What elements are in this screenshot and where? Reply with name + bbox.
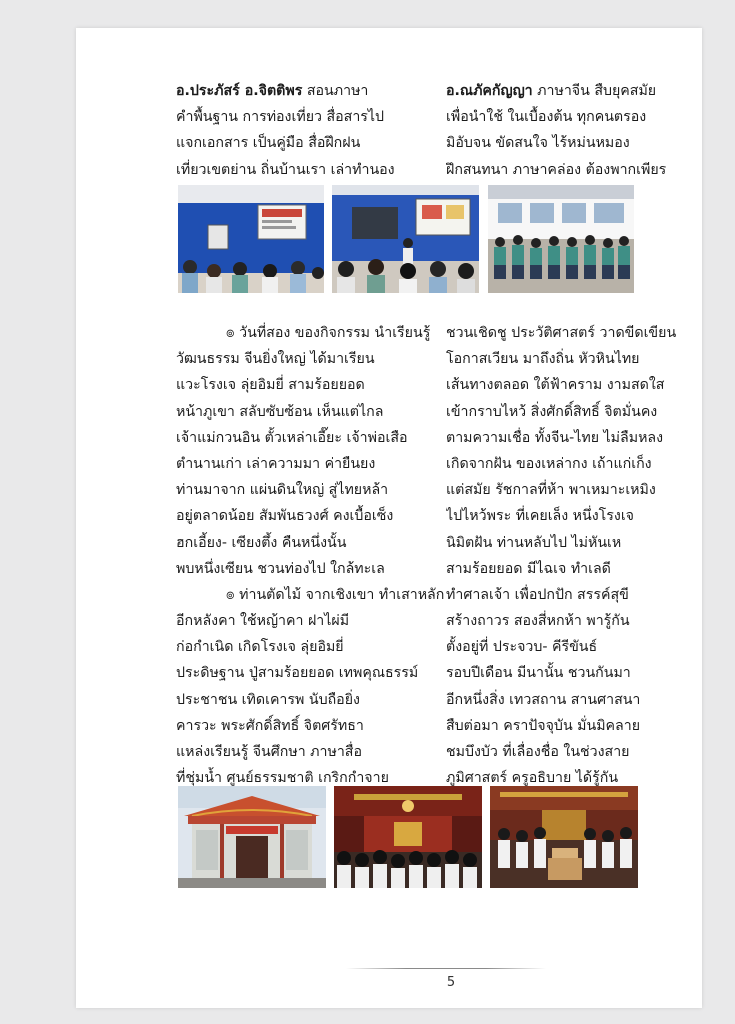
- stanza-line: เที่ยวเขตย่าน ถิ่นบ้านเรา เล่าทำนอง: [176, 161, 395, 178]
- stanza-line: เข้ากราบไหว้ สิ่งศักดิ์สิทธิ์ จิตมั่นคง: [446, 403, 658, 420]
- stanza-line: แวะโรงเจ ลุ่ยอิมยี่ สามร้อยยอด: [176, 377, 365, 394]
- poem-right-column: [446, 320, 676, 791]
- stanza-line: แต่สมัย รัชกาลที่ห้า พาเหมาะเหมิง: [446, 482, 656, 499]
- stanza-line: อ.ประภัสร์ อ.จิตติพร สอนภาษา: [176, 83, 369, 99]
- shrine-interior-photo-2: [490, 786, 638, 888]
- stanza-line: รอบปีเดือน มีนานั้น ชวนกันมา: [446, 665, 631, 682]
- stanza-line: โอกาสเวียน มาถึงถิ่น หัวหินไทย: [446, 351, 640, 368]
- stanza-line: ท่านมาจาก แผ่นดินใหญ่ สู่ไทยหล้า: [176, 482, 389, 499]
- stanza-line: อยู่ตลาดน้อย สัมพันธวงศ์ คงเบื้อเซ็ง: [176, 508, 394, 525]
- stanza-line: เพื่อนำใช้ ในเบื้องต้น ทุกคนตรอง: [446, 109, 647, 126]
- stanza-line: นิมิตฝัน ท่านหลับไป ไม่หันเห: [446, 534, 622, 551]
- footer-divider: [346, 968, 546, 969]
- stanza-line: แจกเอกสาร เป็นคู่มือ สื่อฝึกฝน: [176, 135, 361, 152]
- page-number: 5: [446, 975, 456, 990]
- stanza-line: อีกหนึ่งสิ่ง เทวสถาน สานศาสนา: [446, 691, 641, 708]
- teacher-name: อ.ประภัสร์ อ.จิตติพร: [176, 83, 303, 99]
- stanza-line: มิอับจน ขัดสนใจ ไร้หม่นหมอง: [446, 135, 630, 152]
- stanza-line: ประดิษฐาน ปู่สามร้อยยอด เทพคุณธรรม์: [176, 665, 419, 682]
- stanza-line: ก่อกำเนิด เกิดโรงเจ ลุ่ยอิมยี่: [176, 639, 344, 656]
- stanza-line: ๏ ท่านตัดไม้ จากเชิงเขา ทำเสาหลัก: [226, 586, 445, 603]
- stanza-line: คารวะ พระศักดิ์สิทธิ์ จิตศรัทธา: [176, 717, 364, 734]
- stanza-line: ไปไหว้พระ ที่เคยเล็ง หนึ่งโรงเจ: [446, 508, 634, 525]
- stanza-line: ตามความเชื่อ ทั้งจีน-ไทย ไม่ลืมหลง: [446, 429, 664, 446]
- shrine-exterior-photo: [178, 786, 326, 888]
- stanza-line: ตำนานเก่า เล่าความมา ค่ายืนยง: [176, 455, 376, 472]
- teacher-name: อ.ณภัคกัญญา: [446, 83, 533, 99]
- stanza-line: ภูมิศาสตร์ ครูอธิบาย ได้รู้กัน: [446, 770, 619, 787]
- top-right-stanza: [446, 78, 666, 183]
- stanza-line: เจ้าแม่กวนอิน ตั้วเหล่าเอี๊ยะ เจ้าพ่อเสือ: [176, 429, 408, 446]
- stanza-line: เกิดจากฝัน ของเหล่ากง เถ้าแก่เก็ง: [446, 455, 652, 472]
- stanza-line: ชวนเชิดชู ประวัติศาสตร์ วาดขีดเขียน: [446, 325, 677, 341]
- top-left-stanza: [176, 78, 395, 183]
- stanza-line: เส้นทางตลอด ใต้ฟ้าคราม งามสดใส: [446, 377, 665, 394]
- poem-left-column: [176, 320, 444, 791]
- stanza-line: คำพื้นฐาน การท่องเที่ยว สื่อสารไป: [176, 109, 385, 126]
- classroom-photo-2: [332, 185, 479, 293]
- stanza-line: ที่ชุ่มน้ำ ศูนย์ธรรมชาติ เกริกกำจาย: [176, 770, 389, 787]
- document-page: [76, 28, 702, 1008]
- stanza-line: ฝึกสนทนา ภาษาคล่อง ต้องพากเพียร: [446, 161, 667, 178]
- classroom-photo-3: [488, 185, 634, 293]
- stanza-line: ทำศาลเจ้า เพื่อปกปัก สรรค์สุขี: [446, 586, 629, 603]
- stanza-line: สร้างถาวร สองสี่หกห้า พารู้กัน: [446, 613, 630, 630]
- stanza-line: พบหนึ่งเซียน ชวนท่องไป ใกล้ทะเล: [176, 560, 385, 577]
- shrine-interior-photo-1: [334, 786, 482, 888]
- stanza-line: ๏ วันที่สอง ของกิจกรรม นำเรียนรู้: [226, 325, 431, 341]
- stanza-line: หน้าภูเขา สลับซับซ้อน เห็นแต่ไกล: [176, 403, 384, 420]
- stanza-line: สามร้อยยอด มีไฉเจ ทำเลดี: [446, 560, 611, 577]
- stanza-line: ประชาชน เทิดเคารพ นับถือยิ่ง: [176, 691, 360, 708]
- stanza-line: สืบต่อมา คราปัจจุบัน มั่นมิคลาย: [446, 717, 641, 734]
- classroom-photo-1: [178, 185, 324, 293]
- stanza-line: แหล่งเรียนรู้ จีนศึกษา ภาษาสื่อ: [176, 744, 362, 760]
- stanza-line: อ.ณภัคกัญญา ภาษาจีน สืบยุคสมัย: [446, 83, 657, 99]
- stanza-line: ฮกเอี้ยง- เซียงตึ้ง คืนหนึ่งนั้น: [176, 534, 347, 551]
- stanza-line: ชมบึงบัว ที่เลื่องชื่อ ในช่วงสาย: [446, 744, 630, 760]
- stanza-line: อีกหลังคา ใช้หญ้าคา ฝาไผ่มี: [176, 613, 350, 630]
- stanza-line: วัฒนธรรม จีนยิ่งใหญ่ ได้มาเรียน: [176, 351, 375, 368]
- stanza-line: ตั้งอยู่ที่ ประจวบ- คีรีขันธ์: [446, 639, 598, 656]
